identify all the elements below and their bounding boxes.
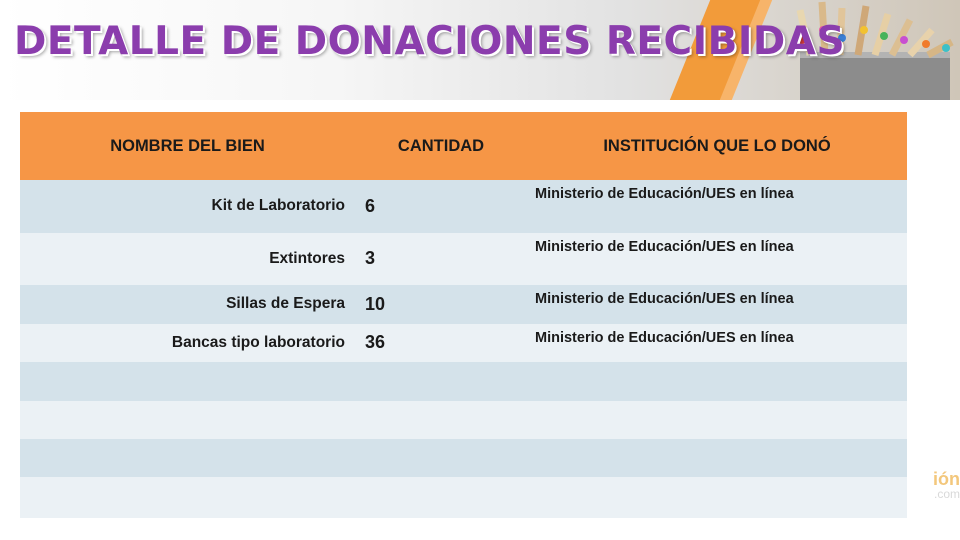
cell-quantity <box>355 477 527 518</box>
cell-institution <box>527 477 907 518</box>
cell-item-name: Bancas tipo laboratorio <box>20 324 355 362</box>
cell-quantity <box>355 439 527 477</box>
table-row <box>20 401 907 439</box>
title-banner <box>0 0 960 100</box>
table-row <box>20 439 907 477</box>
donations-table <box>20 112 907 518</box>
table-row <box>20 362 907 400</box>
cell-quantity: 6 <box>355 180 527 233</box>
cell-institution: Ministerio de Educación/UES en línea <box>527 233 907 286</box>
header-institution: INSTITUCIÓN QUE LO DONÓ <box>527 112 907 180</box>
table-row <box>20 233 907 286</box>
table-header-row <box>20 112 907 180</box>
header-item-name: NOMBRE DEL BIEN <box>20 112 355 180</box>
header-quantity: CANTIDAD <box>355 112 527 180</box>
cell-quantity <box>355 362 527 400</box>
table-row <box>20 180 907 233</box>
table-row <box>20 324 907 362</box>
watermark <box>898 470 960 500</box>
donations-table-container <box>20 112 907 518</box>
watermark-line-2: .com <box>933 487 960 501</box>
cell-item-name: Kit de Laboratorio <box>20 180 355 233</box>
cell-item-name <box>20 477 355 518</box>
cell-item-name <box>20 439 355 477</box>
cell-institution <box>527 439 907 477</box>
table-row <box>20 477 907 518</box>
cell-quantity: 3 <box>355 233 527 286</box>
cell-institution <box>527 401 907 439</box>
cell-institution: Ministerio de Educación/UES en línea <box>527 324 907 362</box>
cell-item-name <box>20 401 355 439</box>
cell-quantity: 10 <box>355 285 527 323</box>
page-title: DETALLE DE DONACIONES RECIBIDAS <box>14 19 846 64</box>
watermark-line-1: ión <box>933 469 960 489</box>
cell-quantity <box>355 401 527 439</box>
cell-institution <box>527 362 907 400</box>
cell-item-name: Sillas de Espera <box>20 285 355 323</box>
cell-institution: Ministerio de Educación/UES en línea <box>527 285 907 323</box>
table-row <box>20 285 907 323</box>
cell-quantity: 36 <box>355 324 527 362</box>
cell-item-name: Extintores <box>20 233 355 286</box>
cell-institution: Ministerio de Educación/UES en línea <box>527 180 907 233</box>
cell-item-name <box>20 362 355 400</box>
